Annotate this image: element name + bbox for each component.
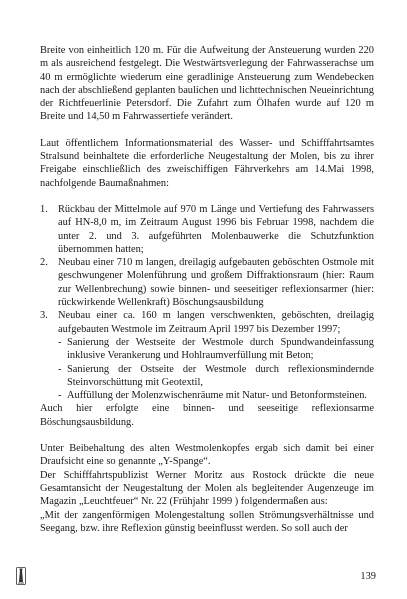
list-item xyxy=(40,256,374,309)
list-text: Neubau einer ca. 160 m langen verschwenkten, geböschten, dreilagig aufgebauten Westmole im Zeitraum April 1997 bis Dezember 1997; xyxy=(58,310,374,335)
document-body xyxy=(40,44,374,535)
sub-item-text: Sanierung der Ostseite der Westmole durch reflexionsmindernde Steinvorschüttung mit Geotextil, xyxy=(67,363,374,388)
list-text: Neubau einer 710 m langen, dreilagig aufgebauten geböschten Ostmole mit geschwungener Molenführung und großem Diffraktionsraum (hier: Raum zur Wellenbrechung) sowie binnen- und seeseitiger reflexionsarmer (hier: rückwirkende Wellenkraft) Böschungsausbildung xyxy=(58,257,374,309)
sub-item: - Sanierung der Ostseite der Westmole durch reflexionsmindernde Steinvorschüttung mit Geotextil, xyxy=(58,363,374,388)
paragraph-3: Auch hier erfolgte eine binnen- und seeseitige reflexionsarme Böschungsausbildung. xyxy=(40,403,374,428)
list-number: 3. xyxy=(40,310,48,322)
paragraph-4: Unter Beibehaltung des alten Westmolenkopfes ergab sich damit bei einer Draufsicht eine so genannte „Y-Spange“. xyxy=(40,443,374,468)
sub-item: - Sanierung der Westseite der Westmole durch Spundwandeinfassung inklusive Verankerung und Hohlraumverfüllung mit Beton; xyxy=(58,336,374,362)
list-item xyxy=(40,309,374,402)
measures-list xyxy=(40,203,374,402)
page-footer xyxy=(16,571,376,591)
sub-item-text: Sanierung der Westseite der Westmole durch Spundwandeinfassung inklusive Verankerung und Hohlraumverfüllung mit Beton; xyxy=(67,336,374,362)
sub-item: - Auffüllung der Molenzwischenräume mit Natur- und Betonformsteinen. xyxy=(58,390,367,402)
paragraph-5: Der Schifffahrtspublizist Werner Moritz aus Rostock drückte die neue Gesamtansicht der Neugestaltung der Molen als begleitender Augenzeuge im Magazin „Leuchtfeuer“ Nr. 22 (Frühjahr 1999 ) folgendermaßen aus: xyxy=(40,469,374,508)
page-number: 139 xyxy=(360,571,376,582)
paragraph-2: Laut öffentlichem Informationsmaterial des Wasser- und Schifffahrtsamtes Stralsund beinhaltete die erforderliche Neugestaltung der Molen, bis zu ihrer Freigabe einschließlich des zweischiffigen Fährverkehrs am 14.Mai 1998, nachfolgende Baumaßnahmen: xyxy=(40,137,374,189)
list-number: 2. xyxy=(40,257,48,269)
list-item xyxy=(40,203,374,256)
lighthouse-icon xyxy=(16,567,26,585)
sub-item-text: Auffüllung der Molenzwischenräume mit Natur- und Betonformsteinen. xyxy=(67,390,367,402)
paragraph-1: Breite von einheitlich 120 m. Für die Aufweitung der Ansteuerung wurden 220 m als ausreichend festgelegt. Die Westwärtsverlegung der Fahrwasserachse um 40 m ermöglichte wiederum eine geradlinige Ansteuerung zum Wendebecken nach der abschließend geplanten baulichen und lichttechnischen Neueinrichtung der Richtfeuerlinie Petersdorf. Die Zufahrt zum Ölhafen wurde auf 120 m Breite und 14,50 m Fahrwassertiefe verändert. xyxy=(40,45,374,123)
list-text: Rückbau der Mittelmole auf 970 m Länge und Vertiefung des Fahrwassers auf HN-8,0 m, im Zeitraum August 1996 bis Februar 1998, nachdem die unter 2. und 3. aufgeführten Molenbauwerke die Schutzfunktion übernommen hatten; xyxy=(58,203,374,255)
paragraph-6: „Mit der zangenförmigen Molengestaltung sollen Strömungsverhältnisse und Seegang, bzw. ihre Reflexion günstig beeinflusst werden. So soll auch der xyxy=(40,509,374,534)
list-number: 1. xyxy=(40,203,48,215)
